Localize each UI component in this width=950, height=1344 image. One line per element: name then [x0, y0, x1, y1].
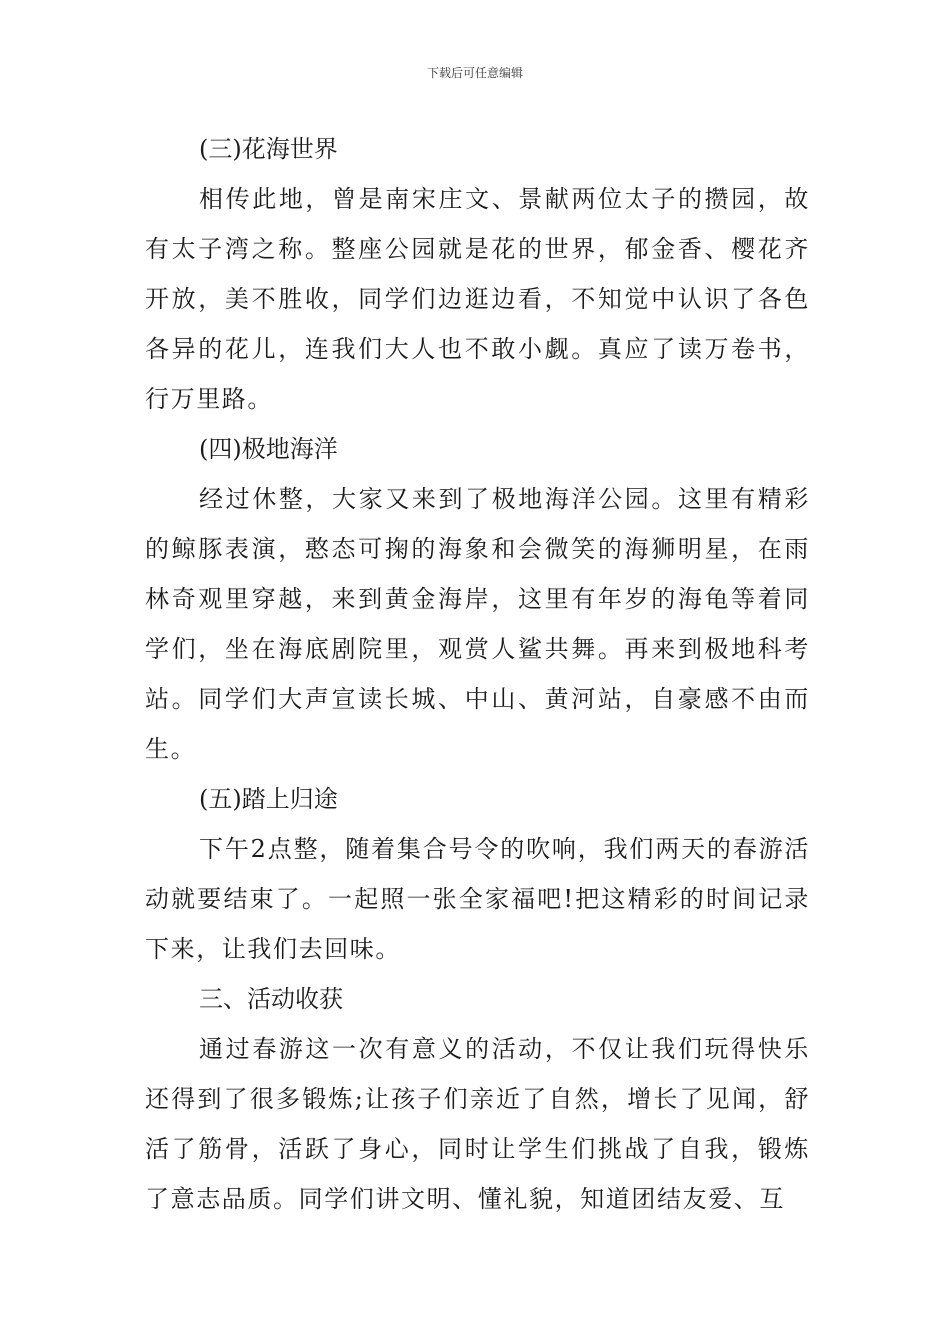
section-paragraph-flower-sea: 相传此地，曾是南宋庄文、景献两位太子的攒园，故有太子湾之称。整座公园就是花的世界，郁金香、樱花齐开放，美不胜收，同学们边逛边看，不知觉中认识了各色各异的花儿，连我们大人也不敢小觑。真应了读万卷书，行万里路。 [145, 185, 810, 413]
section-heading-flower-sea: (三)花海世界 [199, 135, 338, 163]
page-header-note: 下载后可任意编辑 [426, 66, 523, 80]
section-paragraph-return-trip: 下午2点整，随着集合号令的吹响，我们两天的春游活动就要结束了。一起照一张全家福吧!把这精彩的时间记录下来，让我们去回味。 [145, 835, 810, 963]
section-paragraph-activity-gains: 通过春游这一次有意义的活动，不仅让我们玩得快乐还得到了很多锻炼;让孩子们亲近了自然，增长了见闻，舒活了筋骨，活跃了身心，同时让学生们挑战了自我，锻炼了意志品质。同学们讲文明、懂礼貌，知道团结友爱、互 [145, 1035, 810, 1213]
section-paragraph-polar-ocean: 经过休整，大家又来到了极地海洋公园。这里有精彩的鲸豚表演，憨态可掬的海象和会微笑的海狮明星，在雨林奇观里穿越，来到黄金海岸，这里有年岁的海龟等着同学们，坐在海底剧院里，观赏人鲨共舞。再来到极地科考站。同学们大声宣读长城、中山、黄河站，自豪感不由而生。 [145, 485, 810, 763]
section-heading-polar-ocean: (四)极地海洋 [199, 435, 338, 463]
section-heading-return-trip: (五)踏上归途 [199, 785, 338, 813]
section-heading-activity-gains: 三、活动收获 [199, 985, 343, 1013]
document-body [145, 124, 810, 1224]
